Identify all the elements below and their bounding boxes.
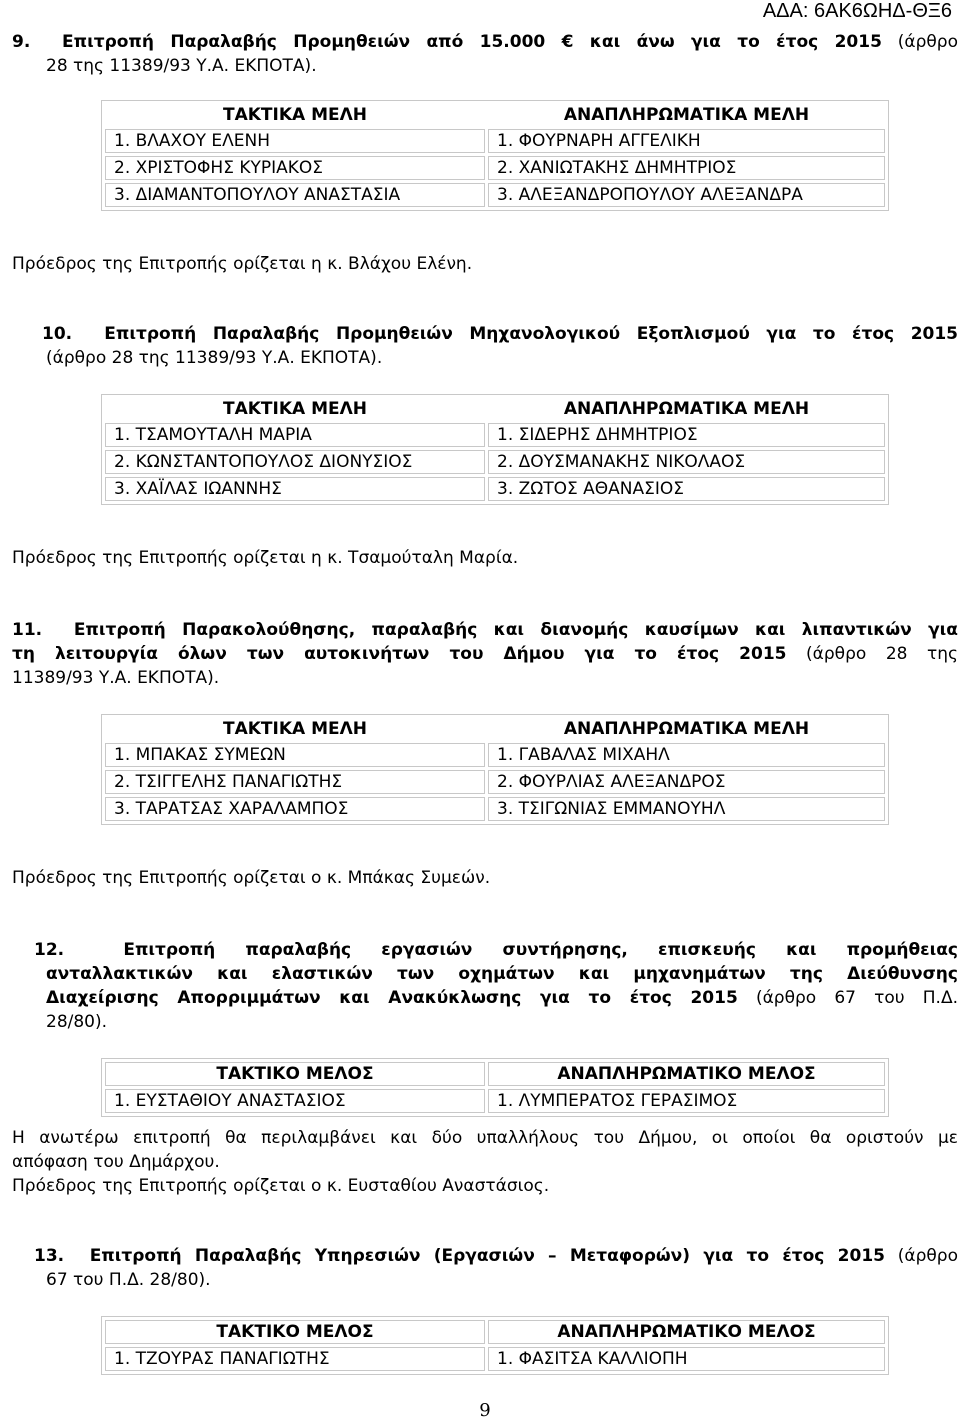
substitute-cell: 1. ΦΑΣΙΤΣΑ ΚΑΛΛΙΟΠΗ [488, 1347, 885, 1371]
substitute-cell: 1. ΛΥΜΠΕΡΑΤΟΣ ΓΕΡΑΣΙΜΟΣ [488, 1089, 885, 1113]
document-code: ΑΔΑ: 6ΑΚ6ΩΗΔ-ΘΞ6 [762, 0, 952, 22]
table-header-row [105, 1320, 885, 1344]
substitute-cell: 1. ΦΟΥΡΝΑΡΗ ΑΓΓΕΛΙΚΗ [488, 129, 885, 153]
section-reference-cont: 28/80). [46, 1012, 108, 1032]
section-9-president: Πρόεδρος της Επιτροπής ορίζεται η κ. Βλάχου Ελένη. [12, 254, 473, 274]
section-number: 13. [34, 1246, 65, 1266]
section-9-members-table [101, 100, 889, 211]
section-reference-cont: (άρθρο 28 της 11389/93 Υ.Α. ΕΚΠΟΤΑ). [46, 348, 383, 368]
substitute-cell: 1. ΣΙΔΕΡΗΣ ΔΗΜΗΤΡΙΟΣ [488, 423, 885, 447]
substitute-cell: 3. ΑΛΕΞΑΝΔΡΟΠΟΥΛΟΥ ΑΛΕΞΑΝΔΡΑ [488, 183, 885, 207]
table-row [105, 183, 885, 207]
table-row [105, 156, 885, 180]
section-11-president: Πρόεδρος της Επιτροπής ορίζεται ο κ. Μπάκας Συμεών. [12, 868, 491, 888]
section-10-members-table [101, 394, 889, 505]
section-reference-cont: 11389/93 Υ.Α. ΕΚΠΟΤΑ). [12, 668, 220, 688]
member-cell: 1. ΤΖΟΥΡΑΣ ΠΑΝΑΓΙΩΤΗΣ [105, 1347, 485, 1371]
section-number: 10. [42, 324, 73, 344]
substitute-cell: 2. ΔΟΥΣΜΑΝΑΚΗΣ ΝΙΚΟΛΑΟΣ [488, 450, 885, 474]
member-cell: 3. ΔΙΑΜΑΝΤΟΠΟΥΛΟΥ ΑΝΑΣΤΑΣΙΑ [105, 183, 485, 207]
member-cell: 1. ΒΛΑΧΟΥ ΕΛΕΝΗ [105, 129, 485, 153]
member-cell: 1. ΤΣΑΜΟΥΤΑΛΗ ΜΑΡΙΑ [105, 423, 485, 447]
table-row [105, 1347, 885, 1371]
section-reference: (άρθρο [881, 32, 958, 52]
note-line: απόφαση του Δημάρχου. [12, 1152, 220, 1172]
substitute-cell: 2. ΦΟΥΡΛΙΑΣ ΑΛΕΞΑΝΔΡΟΣ [488, 770, 885, 794]
section-number: 12. [34, 940, 65, 960]
substitutes-header: ΑΝΑΠΛΗΡΩΜΑΤΙΚΑ ΜΕΛΗ [563, 719, 810, 739]
members-header: ΤΑΚΤΙΚΑ ΜΕΛΗ [222, 719, 367, 739]
section-reference: (άρθρο 67 του Π.Δ. [737, 988, 958, 1008]
section-reference: (άρθρο 28 της [786, 644, 958, 664]
member-cell: 1. ΜΠΑΚΑΣ ΣΥΜΕΩΝ [105, 743, 485, 767]
section-13-members-table [101, 1316, 889, 1375]
table-row [105, 1089, 885, 1113]
members-header: ΤΑΚΤΙΚΑ ΜΕΛΗ [222, 399, 367, 419]
section-reference: (άρθρο [885, 1246, 958, 1266]
substitutes-header: ΑΝΑΠΛΗΡΩΜΑΤΙΚΑ ΜΕΛΗ [563, 399, 810, 419]
section-title-cont: ανταλλακτικών και ελαστικών των οχημάτων και μηχανημάτων της Διεύθυνσης [46, 964, 958, 984]
section-title: Επιτροπή Παραλαβής Προμηθειών Μηχανολογικού Εξοπλισμού για το έτος 2015 [104, 324, 959, 344]
table-row [105, 743, 885, 767]
section-12-president: Πρόεδρος της Επιτροπής ορίζεται ο κ. Ευσταθίου Αναστάσιος. [12, 1176, 550, 1196]
table-row [105, 477, 885, 501]
section-12-heading [12, 938, 958, 1034]
substitute-cell: 3. ΖΩΤΟΣ ΑΘΑΝΑΣΙΟΣ [488, 477, 885, 501]
table-row [105, 423, 885, 447]
substitute-cell: 2. ΧΑΝΙΩΤΑΚΗΣ ΔΗΜΗΤΡΙΟΣ [488, 156, 885, 180]
section-11-heading [12, 618, 958, 690]
substitute-header: ΑΝΑΠΛΗΡΩΜΑΤΙΚΟ ΜΕΛΟΣ [488, 1320, 885, 1344]
table-row [105, 770, 885, 794]
members-header: ΤΑΚΤΙΚΑ ΜΕΛΗ [222, 105, 367, 125]
member-cell: 2. ΚΩΝΣΤΑΝΤΟΠΟΥΛΟΣ ΔΙΟΝΥΣΙΟΣ [105, 450, 485, 474]
member-cell: 2. ΧΡΙΣΤΟΦΗΣ ΚΥΡΙΑΚΟΣ [105, 156, 485, 180]
section-title-cont: Διαχείρισης Απορριμμάτων και Ανακύκλωσης για το έτος 2015 [46, 988, 738, 1008]
note-line: Η ανωτέρω επιτροπή θα περιλαμβάνει και δύο υπαλλήλους του Δήμου, οι οποίοι θα οριστούν με [12, 1128, 958, 1148]
section-11-members-table [101, 714, 889, 825]
member-cell: 1. ΕΥΣΤΑΘΙΟΥ ΑΝΑΣΤΑΣΙΟΣ [105, 1089, 485, 1113]
section-title: Επιτροπή Παραλαβής Προμηθειών από 15.000 € και άνω για το έτος 2015 [62, 32, 882, 52]
section-number: 9. [12, 32, 31, 52]
section-10-heading [12, 322, 958, 370]
section-12-note [12, 1126, 958, 1198]
substitute-cell: 1. ΓΑΒΑΛΑΣ ΜΙΧΑΗΛ [488, 743, 885, 767]
section-title-cont: τη λειτουργία όλων των αυτοκινήτων του Δήμου για το έτος 2015 [12, 644, 787, 664]
section-title: Επιτροπή παραλαβής εργασιών συντήρησης, επισκευής και προμήθειας [123, 940, 958, 960]
section-title: Επιτροπή Παραλαβής Υπηρεσιών (Εργασιών – Μεταφορών) για το έτος 2015 [89, 1246, 885, 1266]
table-header-row [105, 1062, 885, 1086]
table-header-row [105, 104, 885, 126]
member-header: ΤΑΚΤΙΚΟ ΜΕΛΟΣ [105, 1320, 485, 1344]
table-header-row [105, 718, 885, 740]
page-number: 9 [479, 1400, 491, 1421]
section-number: 11. [12, 620, 43, 640]
section-title: Επιτροπή Παρακολούθησης, παραλαβής και διανομής καυσίμων και λιπαντικών για [73, 620, 958, 640]
section-9-heading [12, 30, 958, 78]
member-cell: 3. ΤΑΡΑΤΣΑΣ ΧΑΡΑΛΑΜΠΟΣ [105, 797, 485, 821]
section-reference-cont: 67 του Π.Δ. 28/80). [46, 1270, 211, 1290]
section-13-heading [12, 1244, 958, 1292]
substitute-cell: 3. ΤΣΙΓΩΝΙΑΣ ΕΜΜΑΝΟΥΗΛ [488, 797, 885, 821]
section-reference-cont: 28 της 11389/93 Υ.Α. ΕΚΠΟΤΑ). [46, 56, 317, 76]
table-header-row [105, 398, 885, 420]
member-cell: 3. ΧΑΪΛΑΣ ΙΩΑΝΝΗΣ [105, 477, 485, 501]
substitute-header: ΑΝΑΠΛΗΡΩΜΑΤΙΚΟ ΜΕΛΟΣ [488, 1062, 885, 1086]
table-row [105, 129, 885, 153]
table-row [105, 797, 885, 821]
section-12-members-table [101, 1058, 889, 1117]
section-10-president: Πρόεδρος της Επιτροπής ορίζεται η κ. Τσαμούταλη Μαρία. [12, 548, 519, 568]
member-header: ΤΑΚΤΙΚΟ ΜΕΛΟΣ [105, 1062, 485, 1086]
member-cell: 2. ΤΣΙΓΓΕΛΗΣ ΠΑΝΑΓΙΩΤΗΣ [105, 770, 485, 794]
substitutes-header: ΑΝΑΠΛΗΡΩΜΑΤΙΚΑ ΜΕΛΗ [563, 105, 810, 125]
table-row [105, 450, 885, 474]
